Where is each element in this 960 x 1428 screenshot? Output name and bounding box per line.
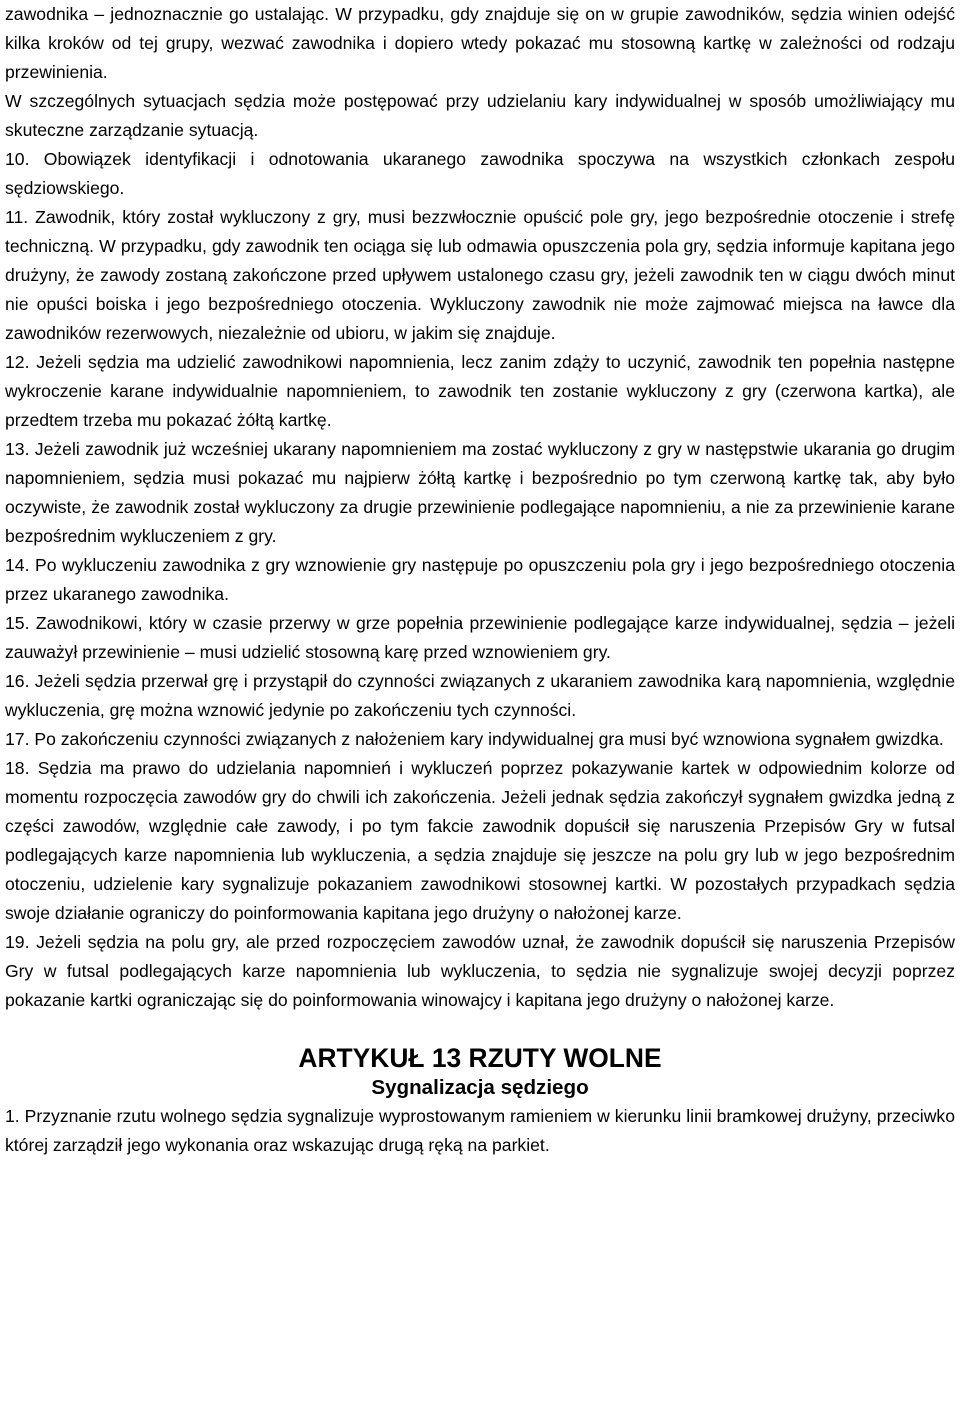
paragraph-article13-1: 1. Przyznanie rzutu wolnego sędzia sygnalizuje wyprostowanym ramieniem w kierunku linii bramkowej drużyny, przeciwko której zarządził jego wykonania oraz wskazując drugą ręką na parkiet.	[5, 1106, 955, 1155]
paragraph-13: 13. Jeżeli zawodnik już wcześniej ukarany napomnieniem ma zostać wykluczony z gry w następstwie ukarania go drugim napomnieniem, sędzia musi pokazać mu najpierw żółtą kartkę i bezpośrednio po tym czerwoną kartkę tak, aby było oczywiste, że zawodnik został wykluczony za drugie przewinienie podlegające napomnieniu, a nie za przewinienie karane bezpośrednim wykluczeniem z gry.	[5, 439, 955, 546]
article-title: ARTYKUŁ 13 RZUTY WOLNE	[298, 1043, 662, 1073]
paragraph-17: 17. Po zakończeniu czynności związanych z nałożeniem kary indywidualnej gra musi być wznowiona sygnałem gwizdka.	[5, 729, 944, 749]
paragraph-continuation: zawodnika – jednoznacznie go ustalając. W przypadku, gdy znajduje się on w grupie zawodników, sędzia winien odejść kilka kroków od tej grupy, wezwać zawodnika i dopiero wtedy pokazać mu stosowną kartkę w zależności od rodzaju przewinienia.	[5, 4, 955, 82]
section-spacer	[5, 1015, 955, 1044]
paragraph-11: 11. Zawodnik, który został wykluczony z gry, musi bezzwłocznie opuścić pole gry, jego bezpośrednie otoczenie i strefę techniczną. W przypadku, gdy zawodnik ten ociąga się lub odmawia opuszczenia pola gry, sędzia informuje kapitana jego drużyny, że zawody zostaną zakończone przed upływem ustalonego czasu gry, jeżeli zawodnik ten w ciągu dwóch minut nie opuści boiska i jego bezpośredniego otoczenia. Wykluczony zawodnik nie może zajmować miejsca na ławce dla zawodników rezerwowych, niezależnie od ubioru, w jakim się znajduje.	[5, 207, 955, 343]
paragraph-12: 12. Jeżeli sędzia ma udzielić zawodnikowi napomnienia, lecz zanim zdąży to uczynić, zawodnik ten popełnia następne wykroczenie karane indywidualnie napomnieniem, to zawodnik ten zostanie wykluczony z gry (czerwona kartka), ale przedtem trzeba mu pokazać żółtą kartkę.	[5, 352, 955, 430]
paragraph-19: 19. Jeżeli sędzia na polu gry, ale przed rozpoczęciem zawodów uznał, że zawodnik dopuścił się naruszenia Przepisów Gry w futsal podlegających karze napomnienia lub wykluczenia, to sędzia nie sygnalizuje swojej decyzji poprzez pokazanie kartki ograniczając się do poinformowania winowajcy i kapitana jego drużyny o nałożonej karze.	[5, 932, 955, 1010]
paragraph-15: 15. Zawodnikowi, który w czasie przerwy w grze popełnia przewinienie podlegające karze indywidualnej, sędzia – jeżeli zauważył przewinienie – musi udzielić stosowną karę przed wznowieniem gry.	[5, 613, 955, 662]
paragraph-18: 18. Sędzia ma prawo do udzielania napomnień i wykluczeń poprzez pokazywanie kartek w odpowiednim kolorze od momentu rozpoczęcia zawodów gry do chwili ich zakończenia. Jeżeli jednak sędzia zakończył sygnałem gwizdka jedną z części zawodów, względnie całe zawody, i po tym fakcie zawodnik dopuścił się naruszenia Przepisów Gry w futsal podlegających karze napomnienia lub wykluczenia, a sędzia znajduje się jeszcze na polu gry lub w jego bezpośrednim otoczeniu, udzielenie kary sygnalizuje pokazaniem zawodnikowi stosownej kartki. W pozostałych przypadkach sędzia swoje działanie ograniczy do poinformowania kapitana jego drużyny o nałożonej karze.	[5, 758, 955, 923]
document-page	[5, 0, 955, 1160]
paragraph-16: 16. Jeżeli sędzia przerwał grę i przystąpił do czynności związanych z ukaraniem zawodnika karą napomnienia, względnie wykluczenia, grę można wznowić jedynie po zakończeniu tych czynności.	[5, 671, 955, 720]
paragraph-special-situations: W szczególnych sytuacjach sędzia może postępować przy udzielaniu kary indywidualnej w sposób umożliwiający mu skuteczne zarządzanie sytuacją.	[5, 91, 955, 140]
paragraph-14: 14. Po wykluczeniu zawodnika z gry wznowienie gry następuje po opuszczeniu pola gry i jego bezpośredniego otoczenia przez ukaranego zawodnika.	[5, 555, 955, 604]
article-subtitle: Sygnalizacja sędziego	[371, 1076, 589, 1099]
paragraph-10: 10. Obowiązek identyfikacji i odnotowania ukaranego zawodnika spoczywa na wszystkich członkach zespołu sędziowskiego.	[5, 149, 955, 198]
